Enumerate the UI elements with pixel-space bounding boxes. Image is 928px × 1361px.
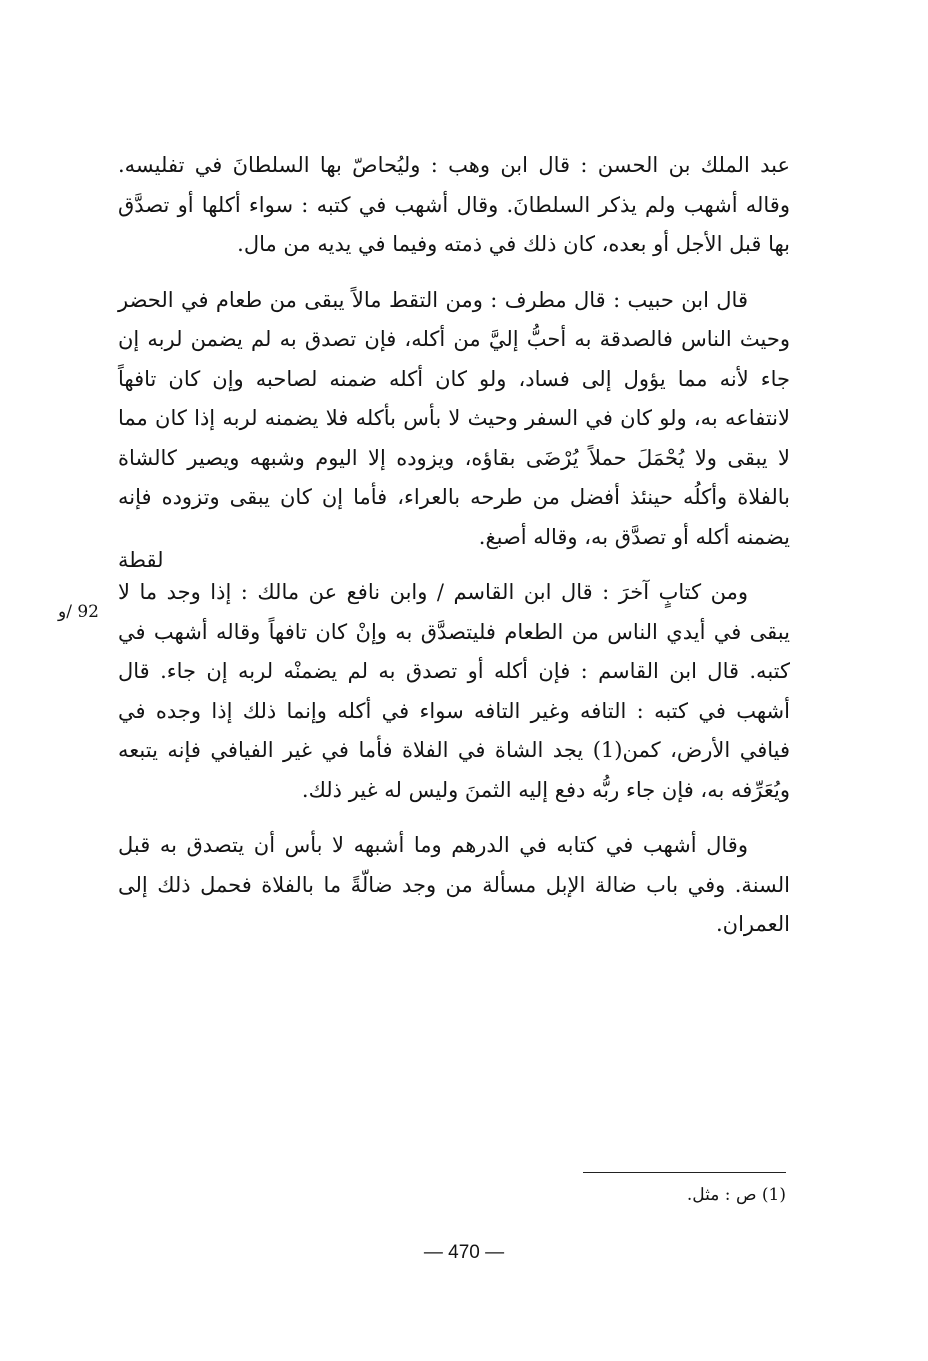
- paragraph-3: ومن كتابٍ آخرَ : قال ابن القاسم / وابن نافع عن مالك : إذا وجد ما لا يبقى في أيدي الناس من الطعام فليتصدَّق به وإنْ كان تافهاً وقاله أشهب في كتبه. قال ابن القاسم : فإن أكله أو تصدق به لم يضمنْه لربه إن جاء. قال أشهب في كتبه : التافه وغير التافه سواء في أكله وإنما ذلك إذا وجده في فيافي الأرض، كمن(1) يجد الشاة في الفلاة فأما في غير الفيافي فإنه يتبعه ويُعَرِّفه به، فإن جاء ربُّه دفع إليه الثمنَ وليس له غير ذلك.: [118, 580, 791, 802]
- paragraph-2: قال ابن حبيب : قال مطرف : ومن التقط مالاً يبقى من طعام في الحضر وحيث الناس فالصدقة به أحبُّ إليَّ من أكله، فإن تصدق به لم يضمن لربه إن جاء لأنه مما يؤول إلى فساد، ولو كان أكله ضمنه لصاحبه وإن كان تافهاً لانتفاعه به، ولو كان في السفر وحيث لا بأس بأكله فلا يضمنه لربه إذا كان مما لا يبقى ولا يُحْمَلَ حملاً يُرْضَى بقاؤه، ويزوده إلا اليوم وشبهه ويصير كالشاة بالفلاة وأكلُه حينئذ أفضل من طرحه بالعراء، فأما إن كان يبقى وتزوده فإنه يضمنه أكله أو تصدَّق به، وقاله أصبغ.: [118, 287, 790, 549]
- footnote-divider: [583, 1172, 786, 1173]
- footnote: (1) ص : مثل.: [686, 1185, 786, 1205]
- paragraph-1: عبد الملك بن الحسن : قال ابن وهب : وليُحاصّ بها السلطانَ في تفليسه. وقاله أشهب ولم يذكر السلطانَ. وقال أشهب في كتبه : سواء أكلها أو تصدَّق بها قبل الأجل أو بعده، كان ذلك في ذمته وفيما في يديه من مال.: [118, 153, 790, 256]
- paragraph-4: وقال أشهب في كتابه في الدرهم وما أشبهه لا بأس أن يتصدق به قبل السنة. وفي باب ضالة الإبل مسألة من وجد ضالّةً ما بالفلاة فحمل ذلك إلى العمران.: [118, 833, 790, 936]
- page-number: — 470 —: [423, 1242, 505, 1263]
- main-text: [118, 146, 790, 961]
- margin-heading: لقطة: [118, 548, 164, 572]
- folio-marker: 92 /و: [58, 602, 99, 622]
